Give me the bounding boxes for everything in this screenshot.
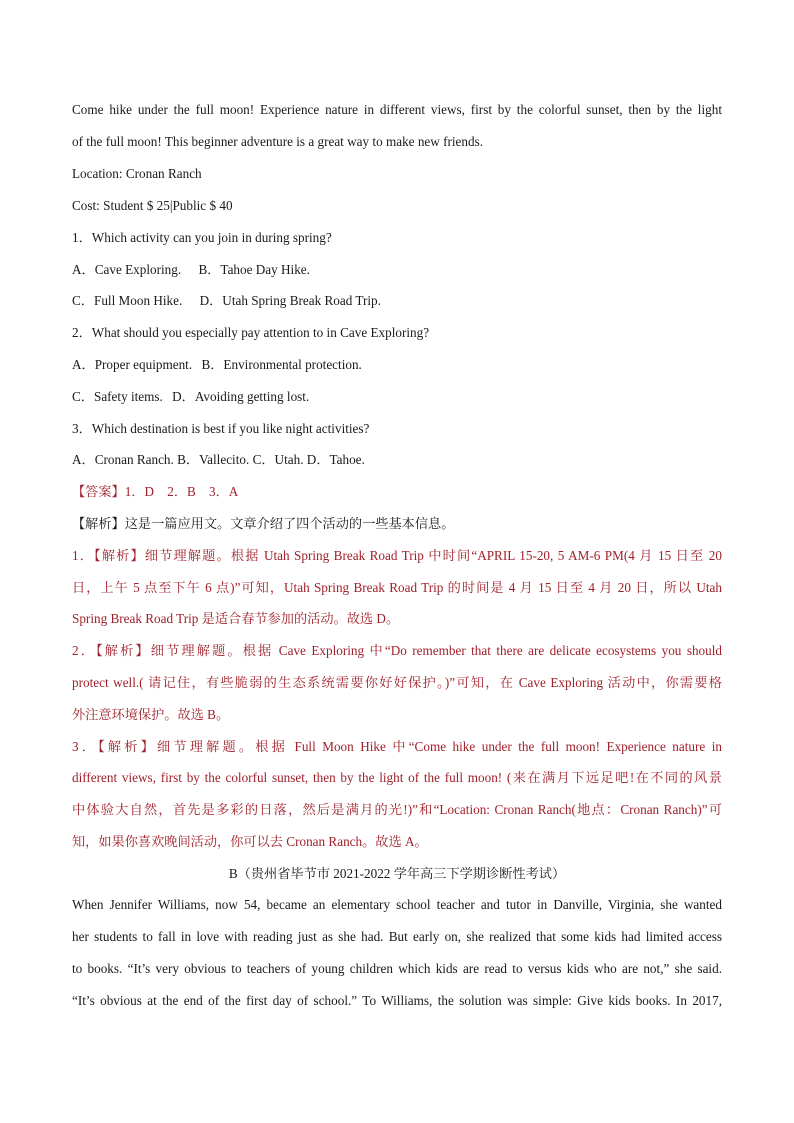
analysis-q2-line-1: 2．【解析】细节理解题。根据 Cave Exploring 中“Do remember that there are delicate ecosystems you should <box>72 643 722 658</box>
passage-b-line-1: When Jennifer Williams, now 54, became an elementary school teacher and tutor in Danville, Virginia, she wanted <box>72 897 722 912</box>
analysis-q3-line-3: 中体验大自然，首先是多彩的日落，然后是满月的光!)”和“Location: Cronan Ranch(地点：Cronan Ranch)”可 <box>72 802 722 817</box>
analysis-summary: 【解析】这是一篇应用文。文章介绍了四个活动的一些基本信息。 <box>72 516 455 531</box>
question-3-option-d: D．Tahoe. <box>306 452 365 467</box>
analysis-q3-line-2: different views, first by the colorful sunset, then by the light of the full moon! (来在满月下远足吧!在不同的风景 <box>72 770 722 785</box>
question-1-option-b: B．Tahoe Day Hike. <box>198 262 310 277</box>
answer-line <box>72 483 722 501</box>
question-2-option-c: C．Safety items. <box>72 389 163 404</box>
analysis-q1-line-3: Spring Break Road Trip 是适合春节参加的活动。故选 D。 <box>72 611 400 626</box>
question-3-option-a: A．Cronan Ranch. <box>72 452 174 467</box>
question-1-option-a: A．Cave Exploring. <box>72 262 182 277</box>
analysis-q1-line-1: 1．【解析】细节理解题。根据 Utah Spring Break Road Trip 中时间“APRIL 15-20, 5 AM-6 PM(4 月 15 日至 20 <box>72 548 722 563</box>
question-2-option-d: D．Avoiding getting lost. <box>172 389 310 404</box>
passage-b-line-4: “It’s obvious at the end of the first day of school.” To Williams, the solution was simple: Give kids books. In 2017, <box>72 993 722 1008</box>
question-3-option-b: B．Vallecito. <box>177 452 250 467</box>
question-3-option-c: C．Utah. <box>252 452 304 467</box>
question-1-option-c: C．Full Moon Hike. <box>72 293 183 308</box>
question-1-options-row-2 <box>72 292 722 310</box>
question-2-stem: 2．What should you especially pay attention to in Cave Exploring? <box>72 325 430 340</box>
question-1-stem: 1．Which activity can you join in during spring? <box>72 230 332 245</box>
passage-a-intro-line-1: Come hike under the full moon! Experience nature in different views, first by the colorful sunset, then by the light <box>72 102 722 117</box>
passage-a-intro-line-2: of the full moon! This beginner adventure is a great way to make new friends. <box>72 134 484 149</box>
answer-text: 1．D 2．B 3．A <box>124 484 239 499</box>
analysis-q2-line-2: protect well.( 请记住，有些脆弱的生态系统需要你好好保护。)”可知，在 Cave Exploring 活动中，你需要格 <box>72 675 722 690</box>
question-2-options-row-2 <box>72 388 722 406</box>
passage-b-line-2: her students to fall in love with reading just as she had. But early on, she realized that some kids had limited access <box>72 929 722 944</box>
question-3-stem: 3．Which destination is best if you like night activities? <box>72 421 370 436</box>
passage-b-line-3: to books. “It’s very obvious to teachers of young children which kids are read to versus kids who are not,” she said. <box>72 961 722 976</box>
question-2-options-row-1 <box>72 356 722 374</box>
analysis-q1-line-2: 日，上午 5 点至下午 6 点)”可知，Utah Spring Break Road Trip 的时间是 4 月 15 日至 4 月 20 日，所以 Utah <box>72 580 722 595</box>
analysis-q3-line-4: 知，如果你喜欢晚间活动，你可以去 Cronan Ranch。故选 A。 <box>72 834 428 849</box>
analysis-q2-line-3: 外注意环境保护。故选 B。 <box>72 707 230 722</box>
answer-label: 【答案】 <box>72 484 125 499</box>
passage-a-cost: Cost: Student $ 25|Public $ 40 <box>72 198 233 213</box>
question-1-options-row-1 <box>72 261 722 279</box>
question-2-option-b: B．Environmental protection. <box>201 357 362 372</box>
question-1-option-d: D．Utah Spring Break Road Trip. <box>199 293 381 308</box>
question-2-option-a: A．Proper equipment. <box>72 357 193 372</box>
question-3-options-row <box>72 451 722 469</box>
passage-a-location: Location: Cronan Ranch <box>72 166 202 181</box>
analysis-q3-line-1: 3．【解析】细节理解题。根据 Full Moon Hike 中“Come hike under the full moon! Experience nature in <box>72 739 722 754</box>
passage-b-heading: B（贵州省毕节市 2021-2022 学年高三下学期诊断性考试） <box>228 866 566 881</box>
